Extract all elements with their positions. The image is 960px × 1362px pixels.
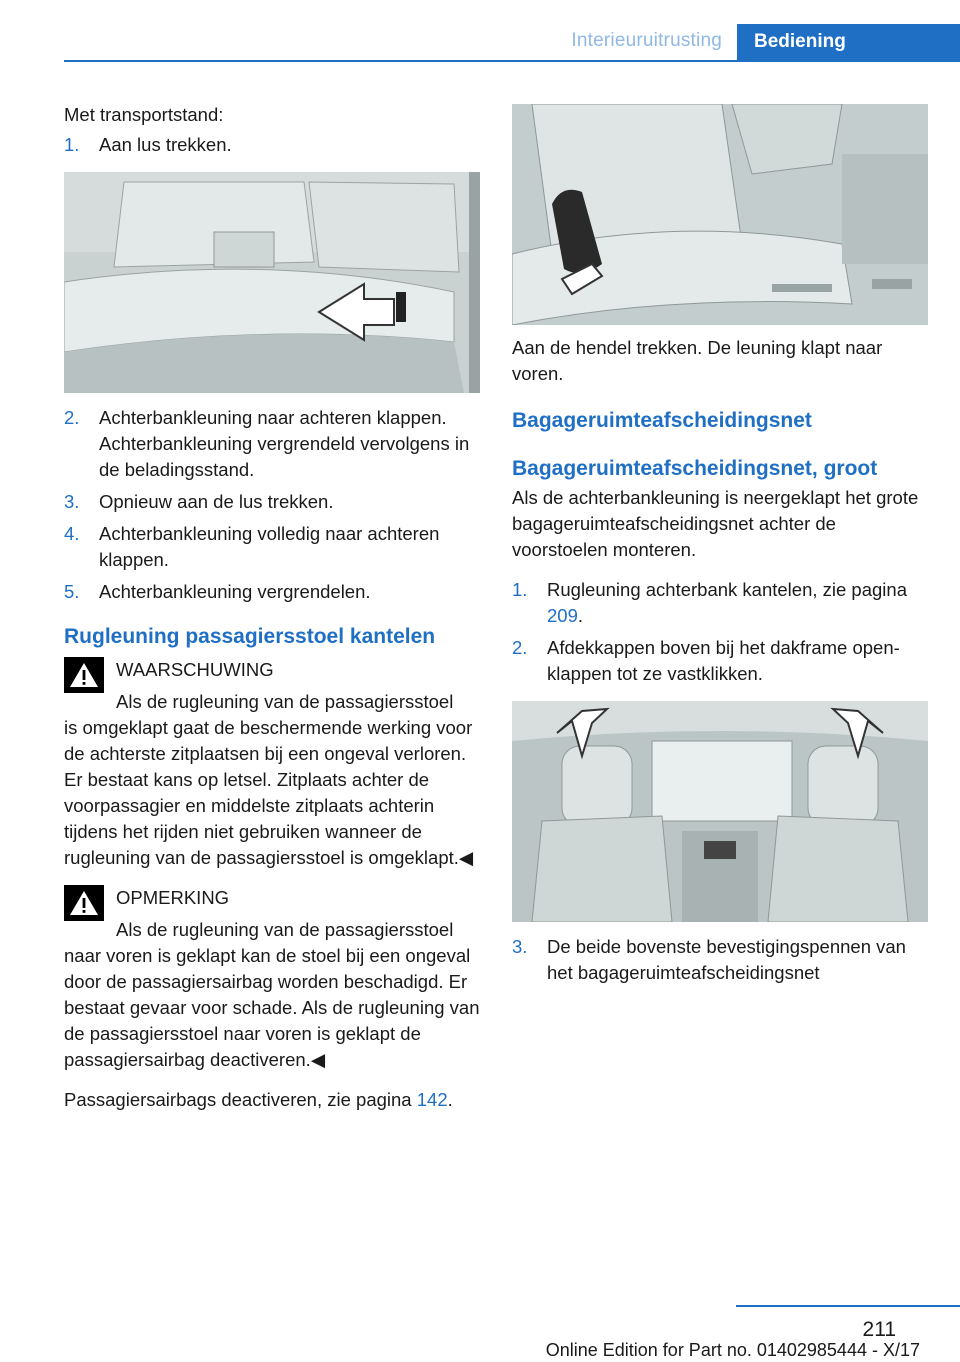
step-number: 1.: [64, 134, 80, 155]
warning-triangle-icon: [64, 885, 104, 921]
section-heading: Bagageruimteafscheidingsnet: [512, 409, 812, 432]
step-number: 3.: [512, 936, 528, 957]
step-text: Achterbankleuning volledig naar achteren klappen.: [99, 523, 440, 570]
step-text: Rugleuning achterbank kantelen, zie pagina: [547, 579, 907, 600]
right-column: [512, 104, 928, 986]
section-heading: Rugleuning passagiersstoel kantelen: [64, 625, 436, 648]
step-5: [64, 579, 480, 605]
seat-lever-figure: [512, 104, 928, 325]
warning-triangle-icon: [64, 657, 104, 693]
net-step-2: [512, 635, 928, 687]
step-number: 2.: [512, 637, 528, 658]
airbag-reference-end: .: [447, 1089, 453, 1110]
step-number: 1.: [512, 579, 528, 600]
step-text: Aan lus trekken.: [99, 134, 232, 155]
notice-title: OPMERKING: [116, 887, 230, 908]
step-number: 5.: [64, 581, 80, 602]
intro-text: Met transportstand:: [64, 104, 224, 125]
rear-seat-loop-figure: [64, 172, 480, 393]
step-text-end: .: [577, 605, 584, 626]
notice-text: naar voren is geklapt kan de stoel bij een ongeval door de passagiersairbag worden beschadigd. Er bestaat gevaar voor schade. Als de rugleuning van de passagiersstoel naar voren is geklapt de passagiersairbag deactiveren.◀: [64, 945, 480, 1070]
airbag-reference: [64, 1087, 480, 1113]
step-number: 4.: [64, 523, 80, 544]
footer-rule: [736, 1305, 960, 1307]
step-text: De beide bovenste bevestigingspennen van het bagageruimteafscheidingsnet: [547, 936, 906, 983]
net-step-3: [512, 934, 928, 986]
left-column: [64, 100, 480, 1113]
page-link-142[interactable]: 142: [416, 1089, 448, 1110]
warning-text: is omgeklapt gaat de beschermende werking voor de achterste zitplaatsen bij een ongeval verloren. Er bestaat kans op letsel. Zitplaats achter de voorpassagier en middelste zitplaats achterin tijdens het rijden niet gebruiken wanneer de rugleuning van de passagiersstoel is omgeklapt.◀: [64, 717, 474, 868]
step-4: [64, 521, 480, 573]
airbag-reference-text: Passagiersairbags deactiveren, zie pagina: [64, 1089, 417, 1110]
step-text: Opnieuw aan de lus trekken.: [99, 491, 334, 512]
step-2: [64, 405, 480, 483]
header-chapter-tab: Bediening: [737, 24, 960, 62]
step-text: Achterbankleuning vergrendelen.: [99, 581, 371, 602]
page-link-209[interactable]: 209: [547, 605, 578, 626]
roof-frame-figure: [512, 701, 928, 922]
header-section-title: Interieuruitrusting: [571, 30, 722, 51]
page-number: 211: [862, 1318, 896, 1341]
notice-box: [64, 885, 480, 1073]
net-step-1: [512, 577, 928, 629]
warning-box: [64, 657, 480, 871]
subsection-heading: Bagageruimteafscheidingsnet, groot: [512, 457, 878, 480]
net-intro-text: Als de achterbankleuning is neergeklapt het grote bagageruimteafscheidingsnet achter de voorstoelen monteren.: [512, 487, 919, 560]
step-3: [64, 489, 480, 515]
warning-title: WAARSCHUWING: [116, 659, 274, 680]
warning-text-first-line: Als de rugleuning van de passagiersstoel: [116, 691, 454, 712]
notice-text-first-line: Als de rugleuning van de passagiersstoel: [116, 919, 454, 940]
step-1: [64, 132, 480, 158]
figure-caption: Aan de hendel trekken. De leuning klapt naar voren.: [512, 337, 883, 384]
step-number: 3.: [64, 491, 80, 512]
step-number: 2.: [64, 407, 80, 428]
step-text: Achterbankleuning naar achteren klappen. Achterbankleuning vergrendeld vervolgens in de beladingsstand.: [99, 407, 470, 480]
edition-note: Online Edition for Part no. 01402985444 - X/17: [545, 1340, 920, 1360]
step-text: Afdekkappen boven bij het dakframe openklappen tot ze vastklikken.: [547, 637, 900, 684]
